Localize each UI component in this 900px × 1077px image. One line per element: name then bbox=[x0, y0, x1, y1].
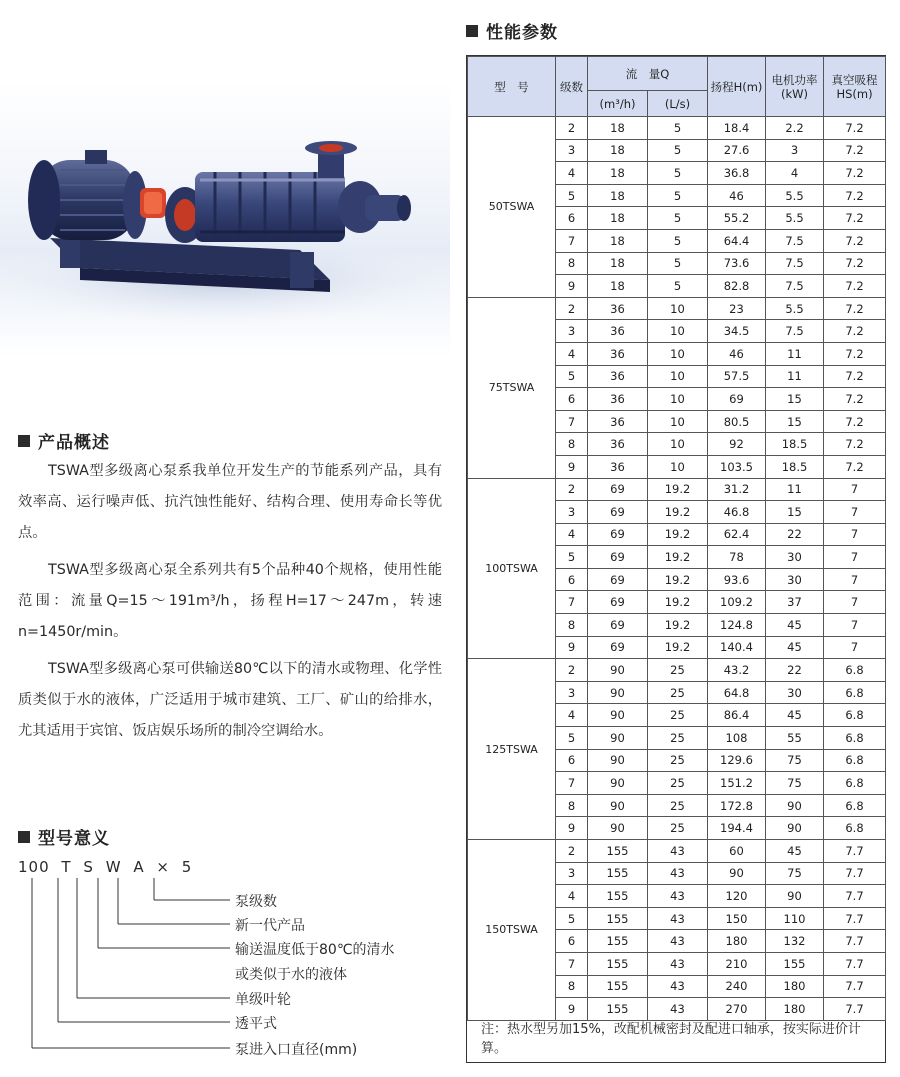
vacuum-cell: 6.8 bbox=[824, 794, 886, 817]
model-meaning-heading bbox=[18, 824, 110, 849]
performance-table-body bbox=[468, 117, 886, 1021]
vacuum-cell: 7.2 bbox=[824, 162, 886, 185]
stage-cell: 9 bbox=[556, 817, 588, 840]
performance-table-frame bbox=[466, 55, 886, 1063]
power-cell: 3 bbox=[766, 139, 824, 162]
flow-ls-cell: 5 bbox=[648, 117, 708, 140]
flow-ls-cell: 43 bbox=[648, 975, 708, 998]
vacuum-cell: 7.7 bbox=[824, 975, 886, 998]
vacuum-cell: 7.2 bbox=[824, 433, 886, 456]
overview-paragraph: TSWA型多级离心泵系我单位开发生产的节能系列产品，具有效率高、运行噪声低、抗汽蚀性能好、结构合理、使用寿命长等优点。 bbox=[18, 463, 442, 541]
head-cell: 43.2 bbox=[708, 659, 766, 682]
vacuum-cell: 7.7 bbox=[824, 930, 886, 953]
power-cell: 55 bbox=[766, 727, 824, 750]
vacuum-cell: 7.2 bbox=[824, 252, 886, 275]
stage-cell: 4 bbox=[556, 342, 588, 365]
vacuum-cell: 7.7 bbox=[824, 885, 886, 908]
power-cell: 7.5 bbox=[766, 252, 824, 275]
flow-m3h-cell: 36 bbox=[588, 320, 648, 343]
head-cell: 240 bbox=[708, 975, 766, 998]
stage-cell: 3 bbox=[556, 862, 588, 885]
performance-heading bbox=[466, 18, 558, 43]
model-code-part: A bbox=[133, 858, 145, 876]
flow-m3h-cell: 36 bbox=[588, 365, 648, 388]
flow-m3h-cell: 155 bbox=[588, 952, 648, 975]
flow-m3h-cell: 36 bbox=[588, 297, 648, 320]
power-cell: 5.5 bbox=[766, 207, 824, 230]
stage-cell: 2 bbox=[556, 478, 588, 501]
legend-inlet-diameter: 泵进入口直径(mm) bbox=[235, 1042, 358, 1058]
stage-cell: 7 bbox=[556, 410, 588, 433]
head-cell: 180 bbox=[708, 930, 766, 953]
power-cell: 75 bbox=[766, 749, 824, 772]
power-cell: 75 bbox=[766, 772, 824, 795]
table-row bbox=[468, 117, 886, 140]
head-cell: 34.5 bbox=[708, 320, 766, 343]
power-cell: 45 bbox=[766, 704, 824, 727]
flow-ls-cell: 43 bbox=[648, 998, 708, 1021]
flow-ls-cell: 5 bbox=[648, 229, 708, 252]
flow-ls-cell: 25 bbox=[648, 659, 708, 682]
head-cell: 46 bbox=[708, 184, 766, 207]
flow-ls-cell: 10 bbox=[648, 297, 708, 320]
table-row bbox=[468, 478, 886, 501]
vacuum-cell: 7.7 bbox=[824, 952, 886, 975]
power-cell: 2.2 bbox=[766, 117, 824, 140]
flow-ls-cell: 43 bbox=[648, 885, 708, 908]
power-cell: 22 bbox=[766, 659, 824, 682]
power-cell: 90 bbox=[766, 794, 824, 817]
legend-turbine: 透平式 bbox=[235, 1016, 277, 1032]
flow-ls-cell: 5 bbox=[648, 139, 708, 162]
power-cell: 7.5 bbox=[766, 229, 824, 252]
vacuum-cell: 7.2 bbox=[824, 297, 886, 320]
vacuum-cell: 7.7 bbox=[824, 998, 886, 1021]
overview-heading-text: 产品概述 bbox=[38, 433, 110, 453]
vacuum-cell: 7.7 bbox=[824, 907, 886, 930]
vacuum-cell: 6.8 bbox=[824, 659, 886, 682]
stage-cell: 7 bbox=[556, 952, 588, 975]
vacuum-cell: 6.8 bbox=[824, 817, 886, 840]
header-flow-m3h: (m³/h) bbox=[588, 91, 648, 117]
head-cell: 31.2 bbox=[708, 478, 766, 501]
vacuum-cell: 7 bbox=[824, 568, 886, 591]
stage-cell: 9 bbox=[556, 455, 588, 478]
header-head: 扬程H(m) bbox=[708, 57, 766, 117]
pump-photo bbox=[0, 0, 450, 405]
header-vacuum: 真空吸程HS(m) bbox=[824, 57, 886, 117]
head-cell: 69 bbox=[708, 388, 766, 411]
stage-cell: 3 bbox=[556, 681, 588, 704]
vacuum-cell: 7.2 bbox=[824, 342, 886, 365]
vacuum-cell: 7 bbox=[824, 478, 886, 501]
header-model: 型 号 bbox=[468, 57, 556, 117]
flow-m3h-cell: 90 bbox=[588, 749, 648, 772]
head-cell: 46 bbox=[708, 342, 766, 365]
flow-m3h-cell: 18 bbox=[588, 139, 648, 162]
head-cell: 124.8 bbox=[708, 614, 766, 637]
vacuum-cell: 7.2 bbox=[824, 117, 886, 140]
flow-ls-cell: 43 bbox=[648, 862, 708, 885]
flow-m3h-cell: 155 bbox=[588, 885, 648, 908]
head-cell: 82.8 bbox=[708, 275, 766, 298]
flow-m3h-cell: 155 bbox=[588, 862, 648, 885]
flow-ls-cell: 25 bbox=[648, 704, 708, 727]
stage-cell: 5 bbox=[556, 365, 588, 388]
stage-cell: 6 bbox=[556, 749, 588, 772]
flow-ls-cell: 25 bbox=[648, 681, 708, 704]
flow-m3h-cell: 36 bbox=[588, 455, 648, 478]
model-cell: 75TSWA bbox=[468, 297, 556, 478]
stage-cell: 2 bbox=[556, 840, 588, 863]
stage-cell: 5 bbox=[556, 907, 588, 930]
power-cell: 4 bbox=[766, 162, 824, 185]
power-cell: 90 bbox=[766, 817, 824, 840]
power-cell: 75 bbox=[766, 862, 824, 885]
header-flow-ls: (L/s) bbox=[648, 91, 708, 117]
vacuum-cell: 7.7 bbox=[824, 840, 886, 863]
header-power: 电机功率(kW) bbox=[766, 57, 824, 117]
square-bullet-icon bbox=[466, 25, 478, 37]
stage-cell: 4 bbox=[556, 704, 588, 727]
flow-m3h-cell: 69 bbox=[588, 591, 648, 614]
flow-ls-cell: 25 bbox=[648, 794, 708, 817]
overview-text bbox=[18, 456, 442, 753]
vacuum-cell: 7.2 bbox=[824, 388, 886, 411]
stage-cell: 3 bbox=[556, 139, 588, 162]
flow-ls-cell: 43 bbox=[648, 907, 708, 930]
flow-ls-cell: 19.2 bbox=[648, 636, 708, 659]
stage-cell: 9 bbox=[556, 998, 588, 1021]
head-cell: 86.4 bbox=[708, 704, 766, 727]
head-cell: 80.5 bbox=[708, 410, 766, 433]
header-stage: 级数 bbox=[556, 57, 588, 117]
flow-m3h-cell: 155 bbox=[588, 907, 648, 930]
flow-ls-cell: 43 bbox=[648, 840, 708, 863]
vacuum-cell: 7 bbox=[824, 636, 886, 659]
stage-cell: 5 bbox=[556, 546, 588, 569]
power-cell: 90 bbox=[766, 885, 824, 908]
head-cell: 73.6 bbox=[708, 252, 766, 275]
table-row bbox=[468, 297, 886, 320]
flow-ls-cell: 10 bbox=[648, 365, 708, 388]
flow-m3h-cell: 36 bbox=[588, 410, 648, 433]
head-cell: 64.4 bbox=[708, 229, 766, 252]
vacuum-cell: 6.8 bbox=[824, 681, 886, 704]
flow-m3h-cell: 90 bbox=[588, 772, 648, 795]
flow-ls-cell: 5 bbox=[648, 207, 708, 230]
model-meaning-heading-text: 型号意义 bbox=[38, 829, 110, 849]
head-cell: 129.6 bbox=[708, 749, 766, 772]
power-cell: 155 bbox=[766, 952, 824, 975]
head-cell: 27.6 bbox=[708, 139, 766, 162]
head-cell: 64.8 bbox=[708, 681, 766, 704]
model-legend-lines bbox=[0, 870, 240, 1060]
flow-ls-cell: 25 bbox=[648, 727, 708, 750]
flow-m3h-cell: 155 bbox=[588, 998, 648, 1021]
head-cell: 90 bbox=[708, 862, 766, 885]
power-cell: 11 bbox=[766, 365, 824, 388]
stage-cell: 8 bbox=[556, 614, 588, 637]
flow-m3h-cell: 18 bbox=[588, 252, 648, 275]
legend-liquid: 或类似于水的液体 bbox=[235, 967, 347, 983]
power-cell: 15 bbox=[766, 501, 824, 524]
stage-cell: 8 bbox=[556, 975, 588, 998]
flow-ls-cell: 10 bbox=[648, 388, 708, 411]
flow-ls-cell: 5 bbox=[648, 252, 708, 275]
head-cell: 151.2 bbox=[708, 772, 766, 795]
model-code-part: 5 bbox=[181, 858, 193, 876]
model-code-part: 100 bbox=[18, 858, 50, 876]
head-cell: 140.4 bbox=[708, 636, 766, 659]
stage-cell: 2 bbox=[556, 117, 588, 140]
power-cell: 30 bbox=[766, 681, 824, 704]
stage-cell: 2 bbox=[556, 659, 588, 682]
flow-m3h-cell: 36 bbox=[588, 342, 648, 365]
stage-cell: 7 bbox=[556, 229, 588, 252]
stage-cell: 4 bbox=[556, 162, 588, 185]
flow-m3h-cell: 36 bbox=[588, 433, 648, 456]
stage-cell: 6 bbox=[556, 568, 588, 591]
flow-ls-cell: 19.2 bbox=[648, 478, 708, 501]
flow-m3h-cell: 69 bbox=[588, 636, 648, 659]
power-cell: 45 bbox=[766, 636, 824, 659]
flow-m3h-cell: 90 bbox=[588, 659, 648, 682]
overview-paragraph: TSWA型多级离心泵可供输送80℃以下的清水或物理、化学性质类似于水的液体，广泛适用于城市建筑、工厂、矿山的给排水，尤其适用于宾馆、饭店娱乐场所的制冷空调给水。 bbox=[18, 661, 442, 739]
stage-cell: 8 bbox=[556, 252, 588, 275]
head-cell: 18.4 bbox=[708, 117, 766, 140]
flow-ls-cell: 10 bbox=[648, 433, 708, 456]
flow-ls-cell: 19.2 bbox=[648, 501, 708, 524]
vacuum-cell: 6.8 bbox=[824, 749, 886, 772]
head-cell: 270 bbox=[708, 998, 766, 1021]
legend-new-generation: 新一代产品 bbox=[235, 918, 305, 934]
vacuum-cell: 7.2 bbox=[824, 207, 886, 230]
head-cell: 92 bbox=[708, 433, 766, 456]
flow-m3h-cell: 69 bbox=[588, 614, 648, 637]
stage-cell: 8 bbox=[556, 794, 588, 817]
overview-paragraph: TSWA型多级离心泵全系列共有5个品种40个规格，使用性能范围：流量Q=15～191m³/h，扬程H=17～247m，转速n=1450r/min。 bbox=[18, 562, 442, 640]
head-cell: 108 bbox=[708, 727, 766, 750]
flow-m3h-cell: 69 bbox=[588, 568, 648, 591]
flow-m3h-cell: 90 bbox=[588, 704, 648, 727]
vacuum-cell: 7 bbox=[824, 546, 886, 569]
flow-ls-cell: 19.2 bbox=[648, 568, 708, 591]
flow-m3h-cell: 90 bbox=[588, 727, 648, 750]
flow-ls-cell: 25 bbox=[648, 749, 708, 772]
head-cell: 93.6 bbox=[708, 568, 766, 591]
flow-ls-cell: 5 bbox=[648, 162, 708, 185]
header-flow: 流 量Q bbox=[588, 57, 708, 91]
power-cell: 11 bbox=[766, 342, 824, 365]
flow-m3h-cell: 18 bbox=[588, 162, 648, 185]
flow-m3h-cell: 18 bbox=[588, 275, 648, 298]
power-cell: 45 bbox=[766, 614, 824, 637]
square-bullet-icon bbox=[18, 831, 30, 843]
flow-m3h-cell: 18 bbox=[588, 207, 648, 230]
flow-m3h-cell: 18 bbox=[588, 117, 648, 140]
head-cell: 78 bbox=[708, 546, 766, 569]
power-cell: 18.5 bbox=[766, 455, 824, 478]
stage-cell: 9 bbox=[556, 636, 588, 659]
model-code-part: W bbox=[105, 858, 122, 876]
square-bullet-icon bbox=[18, 435, 30, 447]
flow-ls-cell: 19.2 bbox=[648, 591, 708, 614]
head-cell: 46.8 bbox=[708, 501, 766, 524]
head-cell: 210 bbox=[708, 952, 766, 975]
model-code-part: S bbox=[83, 858, 94, 876]
flow-ls-cell: 19.2 bbox=[648, 523, 708, 546]
stage-cell: 3 bbox=[556, 320, 588, 343]
flow-m3h-cell: 90 bbox=[588, 681, 648, 704]
stage-cell: 7 bbox=[556, 772, 588, 795]
vacuum-cell: 7 bbox=[824, 523, 886, 546]
stage-cell: 5 bbox=[556, 727, 588, 750]
flow-ls-cell: 5 bbox=[648, 184, 708, 207]
vacuum-cell: 7.2 bbox=[824, 275, 886, 298]
stage-cell: 3 bbox=[556, 501, 588, 524]
head-cell: 150 bbox=[708, 907, 766, 930]
flow-m3h-cell: 69 bbox=[588, 478, 648, 501]
vacuum-cell: 7 bbox=[824, 614, 886, 637]
flow-ls-cell: 10 bbox=[648, 320, 708, 343]
overview-heading bbox=[18, 428, 110, 453]
flow-m3h-cell: 155 bbox=[588, 930, 648, 953]
flow-m3h-cell: 18 bbox=[588, 229, 648, 252]
vacuum-cell: 6.8 bbox=[824, 727, 886, 750]
power-cell: 7.5 bbox=[766, 275, 824, 298]
power-cell: 45 bbox=[766, 840, 824, 863]
table-row bbox=[468, 840, 886, 863]
head-cell: 109.2 bbox=[708, 591, 766, 614]
head-cell: 62.4 bbox=[708, 523, 766, 546]
power-cell: 5.5 bbox=[766, 297, 824, 320]
vacuum-cell: 6.8 bbox=[824, 704, 886, 727]
power-cell: 37 bbox=[766, 591, 824, 614]
head-cell: 103.5 bbox=[708, 455, 766, 478]
stage-cell: 9 bbox=[556, 275, 588, 298]
vacuum-cell: 7 bbox=[824, 591, 886, 614]
flow-m3h-cell: 69 bbox=[588, 501, 648, 524]
vacuum-cell: 7.2 bbox=[824, 139, 886, 162]
legend-single-impeller: 单级叶轮 bbox=[235, 992, 291, 1008]
head-cell: 55.2 bbox=[708, 207, 766, 230]
power-cell: 15 bbox=[766, 388, 824, 411]
flow-m3h-cell: 155 bbox=[588, 975, 648, 998]
head-cell: 172.8 bbox=[708, 794, 766, 817]
performance-table bbox=[467, 56, 886, 1021]
vacuum-cell: 7.2 bbox=[824, 229, 886, 252]
flow-ls-cell: 25 bbox=[648, 772, 708, 795]
flow-m3h-cell: 69 bbox=[588, 546, 648, 569]
flow-ls-cell: 19.2 bbox=[648, 614, 708, 637]
power-cell: 7.5 bbox=[766, 320, 824, 343]
power-cell: 110 bbox=[766, 907, 824, 930]
vacuum-cell: 7.2 bbox=[824, 320, 886, 343]
vacuum-cell: 7 bbox=[824, 501, 886, 524]
vacuum-cell: 7.7 bbox=[824, 862, 886, 885]
head-cell: 60 bbox=[708, 840, 766, 863]
head-cell: 36.8 bbox=[708, 162, 766, 185]
flow-ls-cell: 25 bbox=[648, 817, 708, 840]
vacuum-cell: 7.2 bbox=[824, 365, 886, 388]
power-cell: 132 bbox=[766, 930, 824, 953]
flow-ls-cell: 10 bbox=[648, 455, 708, 478]
flow-ls-cell: 5 bbox=[648, 275, 708, 298]
stage-cell: 4 bbox=[556, 523, 588, 546]
power-cell: 11 bbox=[766, 478, 824, 501]
power-cell: 18.5 bbox=[766, 433, 824, 456]
stage-cell: 6 bbox=[556, 388, 588, 411]
table-note: 注：热水型另加15%，改配机械密封及配进口轴承，按实际进价计算。 bbox=[481, 1022, 861, 1056]
head-cell: 120 bbox=[708, 885, 766, 908]
model-cell: 125TSWA bbox=[468, 659, 556, 840]
legend-temperature: 输送温度低于80℃的清水 bbox=[235, 942, 395, 958]
stage-cell: 6 bbox=[556, 207, 588, 230]
power-cell: 22 bbox=[766, 523, 824, 546]
flow-ls-cell: 19.2 bbox=[648, 546, 708, 569]
flow-ls-cell: 10 bbox=[648, 410, 708, 433]
model-cell: 100TSWA bbox=[468, 478, 556, 659]
vacuum-cell: 7.2 bbox=[824, 410, 886, 433]
vacuum-cell: 6.8 bbox=[824, 772, 886, 795]
head-cell: 194.4 bbox=[708, 817, 766, 840]
performance-heading-text: 性能参数 bbox=[486, 23, 558, 43]
power-cell: 5.5 bbox=[766, 184, 824, 207]
stage-cell: 5 bbox=[556, 184, 588, 207]
stage-cell: 7 bbox=[556, 591, 588, 614]
table-row bbox=[468, 659, 886, 682]
power-cell: 30 bbox=[766, 546, 824, 569]
flow-m3h-cell: 69 bbox=[588, 523, 648, 546]
stage-cell: 8 bbox=[556, 433, 588, 456]
flow-ls-cell: 43 bbox=[648, 930, 708, 953]
flow-ls-cell: 10 bbox=[648, 342, 708, 365]
stage-cell: 6 bbox=[556, 930, 588, 953]
flow-m3h-cell: 36 bbox=[588, 388, 648, 411]
model-cell: 50TSWA bbox=[468, 117, 556, 298]
flow-ls-cell: 43 bbox=[648, 952, 708, 975]
flow-m3h-cell: 18 bbox=[588, 184, 648, 207]
flow-m3h-cell: 90 bbox=[588, 794, 648, 817]
head-cell: 57.5 bbox=[708, 365, 766, 388]
legend-stage-count: 泵级数 bbox=[235, 894, 277, 910]
stage-cell: 4 bbox=[556, 885, 588, 908]
multistage-pump-illustration bbox=[0, 0, 450, 405]
power-cell: 180 bbox=[766, 998, 824, 1021]
power-cell: 180 bbox=[766, 975, 824, 998]
vacuum-cell: 7.2 bbox=[824, 184, 886, 207]
stage-cell: 2 bbox=[556, 297, 588, 320]
model-code-part: × bbox=[156, 858, 170, 876]
flow-m3h-cell: 90 bbox=[588, 817, 648, 840]
power-cell: 30 bbox=[766, 568, 824, 591]
flow-m3h-cell: 155 bbox=[588, 840, 648, 863]
vacuum-cell: 7.2 bbox=[824, 455, 886, 478]
power-cell: 15 bbox=[766, 410, 824, 433]
model-code-part: T bbox=[61, 858, 72, 876]
model-cell: 150TSWA bbox=[468, 840, 556, 1021]
head-cell: 23 bbox=[708, 297, 766, 320]
